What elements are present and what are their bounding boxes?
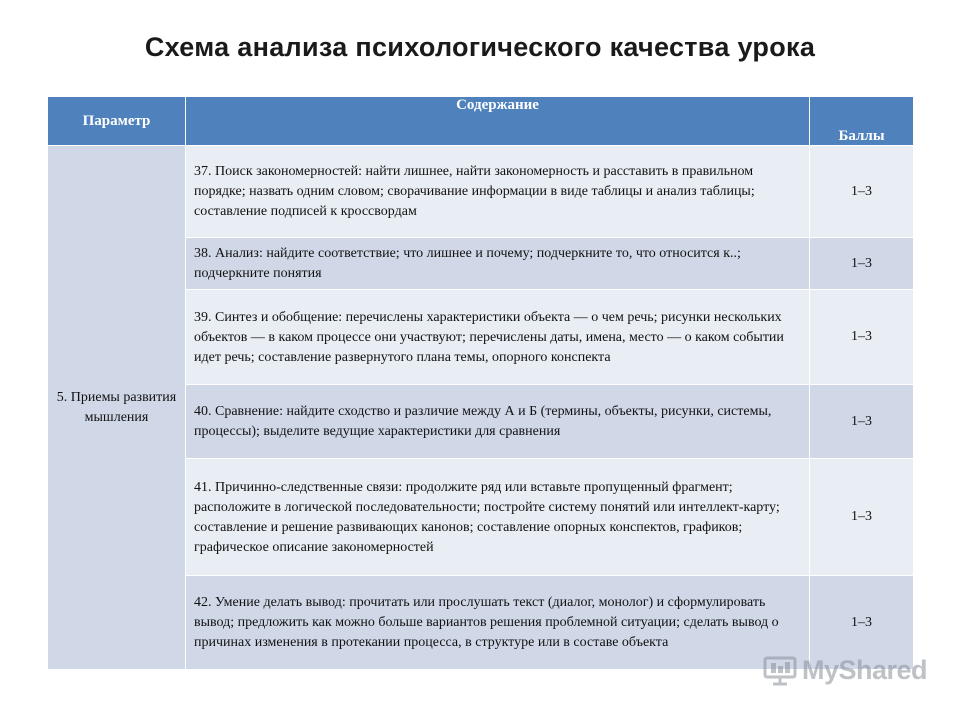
header-score: Баллы bbox=[810, 97, 914, 146]
watermark bbox=[762, 654, 927, 686]
header-param: Параметр bbox=[48, 97, 186, 146]
score-cell: 1–3 bbox=[810, 385, 914, 459]
score-cell: 1–3 bbox=[810, 576, 914, 670]
content-cell: 37. Поиск закономерностей: найти лишнее, найти закономерность и расставить в правильном порядке; назвать одним словом; сворачивание информации в виде таблицы и анализ таблицы; составление подписей к кроссвордам bbox=[186, 146, 810, 238]
content-cell: 41. Причинно-следственные связи: продолжите ряд или вставьте пропущенный фрагмент; расположите в логической последовательности; постройте систему понятий или интеллект-карту; составление и решение развивающих канонов; составление опорных конспектов, графиков; графическое описание закономерностей bbox=[186, 459, 810, 576]
presentation-board-icon bbox=[762, 654, 798, 686]
content-cell: 38. Анализ: найдите соответствие; что лишнее и почему; подчеркните то, что относится к..; подчеркните понятия bbox=[186, 238, 810, 290]
score-cell: 1–3 bbox=[810, 238, 914, 290]
analysis-table bbox=[47, 96, 914, 670]
table-row bbox=[48, 146, 914, 238]
table-header-row bbox=[48, 97, 914, 146]
content-cell: 39. Синтез и обобщение: перечислены характеристики объекта — о чем речь; рисунки нескольких объектов — в каком процессе они участвуют; перечислены даты, имена, место — о каком событии идет речь; составление развернутого плана темы, опорного конспекта bbox=[186, 290, 810, 385]
header-content: Содержание bbox=[186, 97, 810, 146]
score-cell: 1–3 bbox=[810, 290, 914, 385]
score-cell: 1–3 bbox=[810, 459, 914, 576]
score-cell: 1–3 bbox=[810, 146, 914, 238]
content-cell: 40. Сравнение: найдите сходство и различие между А и Б (термины, объекты, рисунки, системы, процессы); выделите ведущие характеристики для сравнения bbox=[186, 385, 810, 459]
param-cell: 5. Приемы развития мышления bbox=[48, 146, 186, 670]
page-title: Схема анализа психологического качества урока bbox=[144, 32, 816, 62]
content-cell: 42. Умение делать вывод: прочитать или прослушать текст (диалог, монолог) и сформулировать вывод; предложить как можно больше вариантов решения проблемной ситуации; сделать вывод о причинах изменения в протекании процесса, в структуре или в составе объекта bbox=[186, 576, 810, 670]
watermark-text: MyShared bbox=[802, 654, 928, 685]
